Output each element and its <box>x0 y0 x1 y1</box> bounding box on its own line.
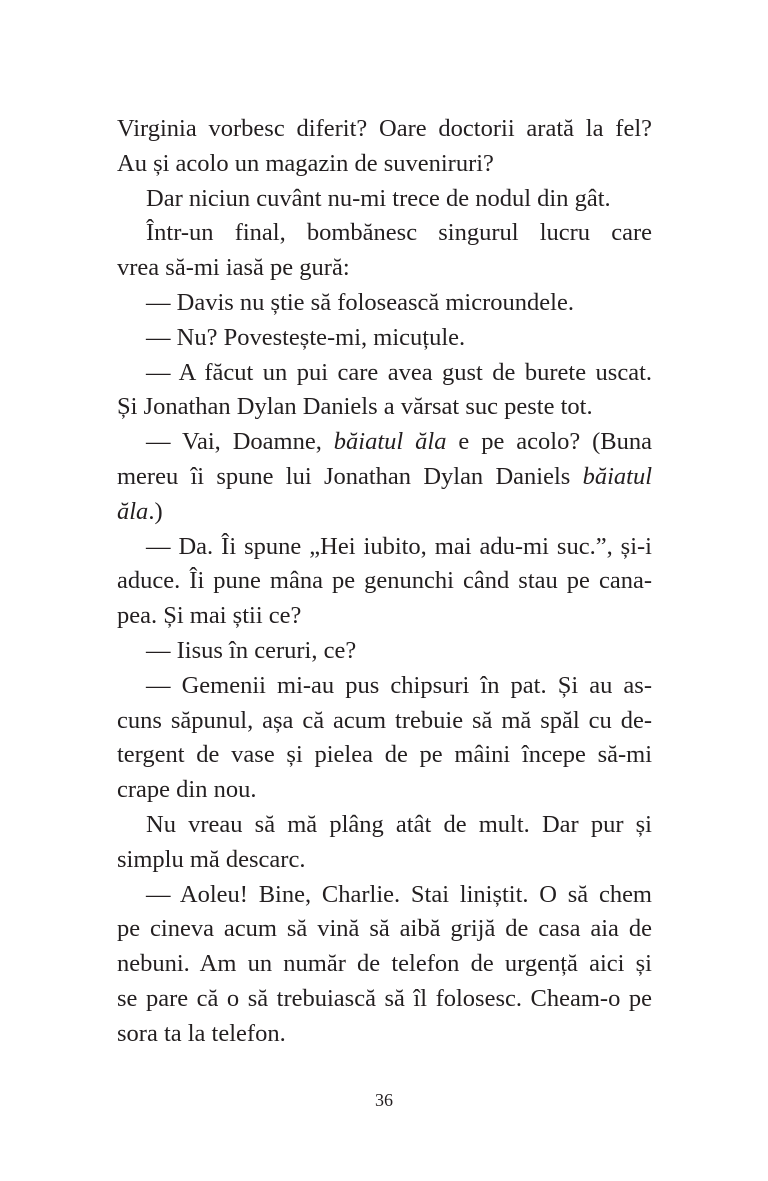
text-line <box>117 773 652 808</box>
text-segment: .) <box>148 497 163 525</box>
paragraph <box>117 321 652 356</box>
paragraph <box>117 669 652 808</box>
text-segment: Într-un final, bombănesc singurul lucru care <box>146 219 652 247</box>
text-line <box>117 425 652 460</box>
text-line <box>117 147 652 182</box>
text-segment: mereu îi spune lui Jonathan Dylan Daniels <box>117 462 583 490</box>
text-line <box>117 530 652 565</box>
paragraph <box>117 112 652 182</box>
text-segment: aduce. Îi pune mâna pe genunchi când stau pe cana- <box>117 567 652 595</box>
text-line <box>117 634 652 669</box>
text-segment: Și Jonathan Dylan Daniels a vărsat suc peste tot. <box>117 393 593 421</box>
paragraph <box>117 425 652 529</box>
text-segment: — Iisus în ceruri, ce? <box>146 636 357 664</box>
italic-text: băiatul <box>582 462 652 490</box>
text-line <box>117 286 652 321</box>
paragraph <box>117 356 652 426</box>
text-line <box>117 878 652 913</box>
text-line <box>117 1017 652 1052</box>
text-line <box>117 216 652 251</box>
text-segment: crape din nou. <box>117 776 257 804</box>
italic-text: băiatul ăla <box>333 428 447 456</box>
text-segment: nebuni. Am un număr de telefon de urgență aici și <box>117 950 652 978</box>
text-segment: Dar niciun cuvânt nu-mi trece de nodul din gât. <box>146 184 611 212</box>
paragraph <box>117 182 652 217</box>
text-line <box>117 912 652 947</box>
text-line <box>117 738 652 773</box>
text-segment: — Gemenii mi-au pus chipsuri în pat. Și au as- <box>146 671 652 699</box>
text-segment: Virginia vorbesc diferit? Oare doctorii arată la fel? <box>117 115 652 142</box>
text-segment: — Aoleu! Bine, Charlie. Stai liniștit. O să chem <box>146 880 652 908</box>
text-line <box>117 669 652 704</box>
text-line <box>117 947 652 982</box>
paragraph <box>117 530 652 634</box>
text-line <box>117 112 652 147</box>
paragraph <box>117 216 652 286</box>
text-line <box>117 982 652 1017</box>
text-segment: tergent de vase și pielea de pe mâini începe să-mi <box>117 741 652 769</box>
text-segment: — Vai, Doamne, <box>146 428 334 456</box>
text-line <box>117 390 652 425</box>
text-segment: pea. Și mai știi ce? <box>117 602 302 630</box>
text-segment: Nu vreau să mă plâng atât de mult. Dar pur și <box>146 810 652 838</box>
text-segment: — Davis nu știe să folosească microundele. <box>146 288 574 316</box>
paragraph <box>117 808 652 878</box>
text-segment: — Nu? Povestește-mi, micuțule. <box>146 323 466 351</box>
paragraph <box>117 634 652 669</box>
text-line <box>117 599 652 634</box>
text-line <box>117 843 652 878</box>
text-line <box>117 495 652 530</box>
text-line <box>117 808 652 843</box>
text-segment: e pe acolo? (Buna <box>446 428 652 456</box>
text-segment: cuns săpunul, așa că acum trebuie să mă spăl cu de- <box>117 706 652 734</box>
text-segment: Au și acolo un magazin de suveniruri? <box>117 149 494 177</box>
text-line <box>117 704 652 739</box>
book-body-text <box>117 112 652 1052</box>
text-segment: pe cineva acum să vină să aibă grijă de casa aia de <box>117 915 652 943</box>
text-line <box>117 356 652 391</box>
text-segment: — Da. Îi spune „Hei iubito, mai adu-mi suc.”, și-i <box>146 532 652 560</box>
text-line <box>117 182 652 217</box>
page-number: 36 <box>375 1090 393 1110</box>
italic-text: ăla <box>117 497 149 525</box>
text-line <box>117 251 652 286</box>
text-segment: sora ta la telefon. <box>117 1019 286 1047</box>
text-segment: vrea să-mi iasă pe gură: <box>117 254 350 282</box>
text-line <box>117 564 652 599</box>
paragraph <box>117 286 652 321</box>
text-line <box>117 460 652 495</box>
text-line <box>117 321 652 356</box>
text-segment: se pare că o să trebuiască să îl folosesc. Cheam-o pe <box>117 984 652 1012</box>
text-segment: simplu mă descarc. <box>117 845 306 873</box>
paragraph <box>117 878 652 1052</box>
text-segment: — A făcut un pui care avea gust de burete uscat. <box>146 358 652 386</box>
